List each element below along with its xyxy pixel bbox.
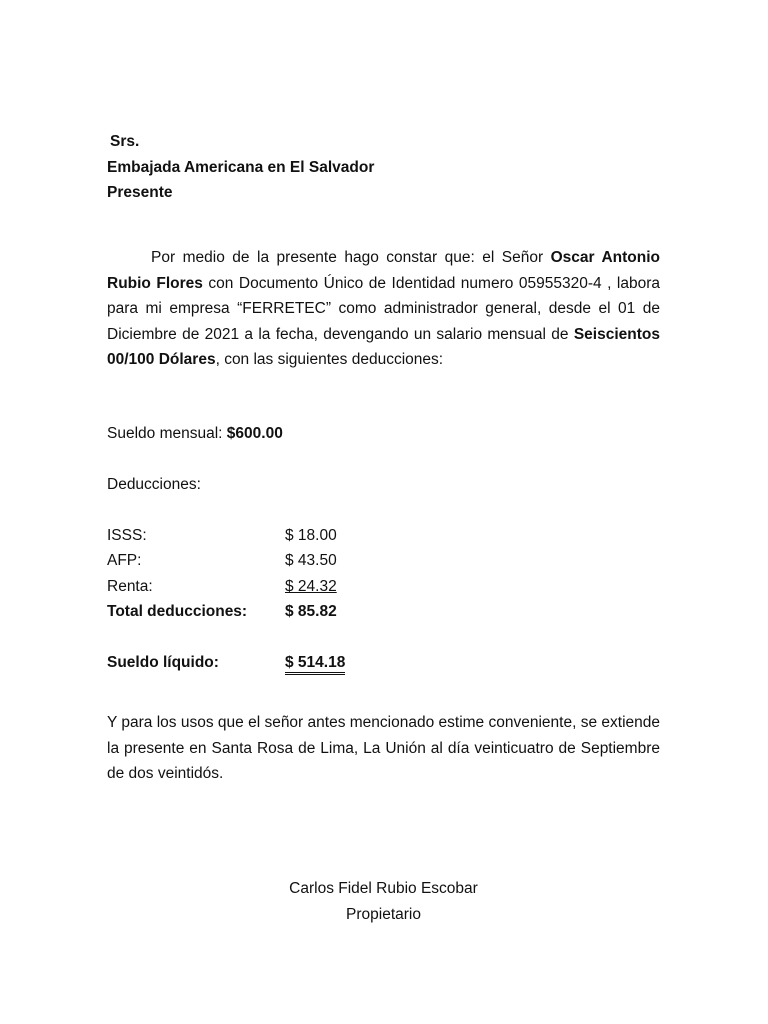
employee-name: Oscar Antonio Rubio Flores <box>107 249 660 292</box>
body-end: , con las siguientes deducciones: <box>215 351 444 368</box>
recipient-block <box>107 129 660 206</box>
recipient-closing: Presente <box>107 184 173 201</box>
deduction-label: AFP: <box>107 552 142 569</box>
signature-title: Propietario <box>346 906 421 923</box>
net-salary-row <box>107 650 660 675</box>
salary-value: $600.00 <box>226 425 283 442</box>
body-paragraph <box>107 245 660 373</box>
salary-line <box>107 421 660 447</box>
deduction-value: $ 18.00 <box>285 527 337 544</box>
deduction-label: ISSS: <box>107 527 147 544</box>
total-deductions-label: Total deducciones: <box>107 603 248 620</box>
deduction-value: $ 43.50 <box>285 552 337 569</box>
body-intro: Por medio de la presente hago constar que: el Señor <box>151 249 551 266</box>
deduction-label: Renta: <box>107 578 153 595</box>
salary-label: Sueldo mensual: <box>107 425 227 442</box>
deduction-row <box>107 574 660 599</box>
net-salary-value: $ 514.18 <box>285 653 345 675</box>
net-salary-label: Sueldo líquido: <box>107 654 219 671</box>
closing-paragraph: Y para los usos que el señor antes mencionado estime conveniente, se extiende la presente en Santa Rosa de Lima, La Unión al día veinticuatro de Septiembre de dos veintidós. <box>107 714 660 782</box>
recipient-organization: Embajada Americana en El Salvador <box>107 158 375 176</box>
salutation: Srs. <box>110 133 140 150</box>
deductions-heading: Deducciones: <box>107 476 201 493</box>
salary-words: Seiscientos 00/100 Dólares <box>107 325 660 368</box>
deduction-row <box>107 548 660 573</box>
deduction-value: $ 24.32 <box>285 578 337 595</box>
total-deductions-row <box>107 599 660 624</box>
body-document: con Documento Único de Identidad numero 05955320-4 , labora para mi empresa “FERRETEC” como administrador general, desde el 01 de Diciembre de 2021 a la fecha, devengando un salario mensual de <box>107 274 660 343</box>
signature-name: Carlos Fidel Rubio Escobar <box>289 880 478 897</box>
deduction-row <box>107 523 660 548</box>
total-deductions-value: $ 85.82 <box>285 603 337 620</box>
